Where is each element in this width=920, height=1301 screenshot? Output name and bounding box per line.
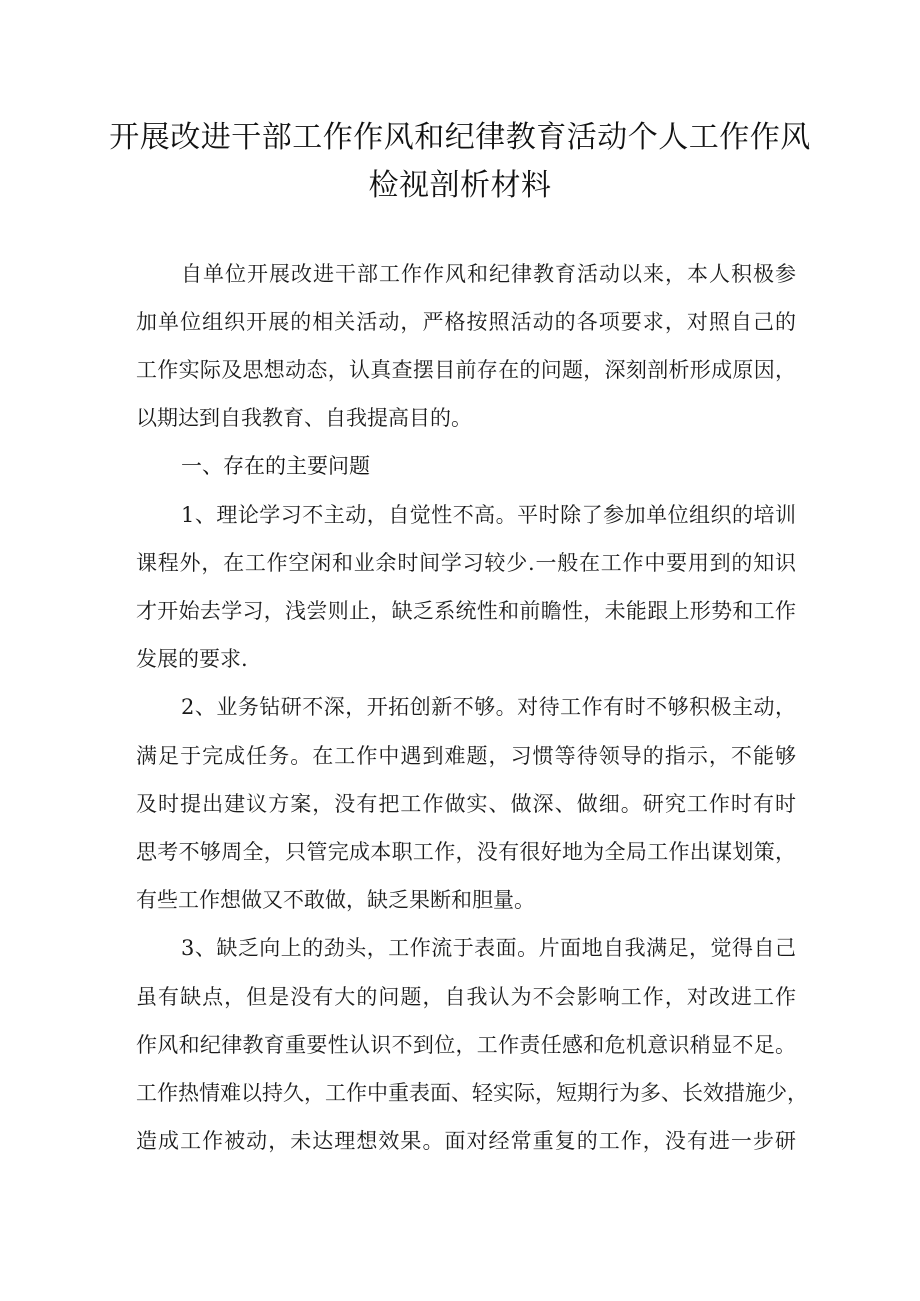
item1-paragraph-line: 才开始去学习，浅尝则止，缺乏系统性和前瞻性，未能跟上形势和工作 — [136, 599, 796, 623]
item3-paragraph-line: 作风和纪律教育重要性认识不到位，工作责任感和危机意识稍显不足。 — [136, 1033, 796, 1057]
intro-paragraph-line: 以期达到自我教育、自我提高目的。 — [136, 406, 472, 430]
item1-paragraph-line: 发展的要求. — [136, 647, 248, 671]
intro-paragraph-line: 自单位开展改进干部工作作风和纪律教育活动以来，本人积极参 — [181, 262, 796, 286]
item3-paragraph-line: 造成工作被动，未达理想效果。面对经常重复的工作，没有进一步研 — [136, 1129, 796, 1153]
item2-paragraph-line: 有些工作想做又不敢做，缺乏果断和胆量。 — [136, 888, 535, 912]
intro-paragraph-line: 工作实际及思想动态，认真查摆目前存在的问题，深刻剖析形成原因， — [136, 358, 796, 382]
item2-paragraph-line: 2、业务钻研不深，开拓创新不够。对待工作有时不够积极主动， — [181, 695, 796, 719]
item2-paragraph-line: 及时提出建议方案，没有把工作做实、做深、做细。研究工作时有时 — [136, 792, 796, 816]
section-heading: 一、存在的主要问题 — [181, 454, 370, 478]
item3-paragraph-line: 工作热情难以持久，工作中重表面、轻实际，短期行为多、长效措施少， — [136, 1081, 808, 1105]
item3-paragraph-line: 虽有缺点，但是没有大的问题，自我认为不会影响工作，对改进工作 — [136, 985, 796, 1009]
document-title-line-1: 开展改进干部工作作风和纪律教育活动个人工作作风 — [109, 120, 811, 155]
item2-paragraph-line: 满足于完成任务。在工作中遇到难题，习惯等待领导的指示，不能够 — [136, 744, 796, 768]
item2-paragraph-line: 思考不够周全，只管完成本职工作，没有很好地为全局工作出谋划策， — [136, 840, 796, 864]
item1-paragraph-line: 课程外，在工作空闲和业余时间学习较少.一般在工作中要用到的知识 — [136, 551, 796, 575]
document-title-line-2: 检视剖析材料 — [368, 168, 552, 203]
item3-paragraph-line: 3、缺乏向上的劲头，工作流于表面。片面地自我满足，觉得自己 — [181, 936, 796, 960]
item1-paragraph-line: 1、理论学习不主动，自觉性不高。平时除了参加单位组织的培训 — [181, 503, 796, 527]
intro-paragraph-line: 加单位组织开展的相关活动，严格按照活动的各项要求，对照自己的 — [136, 310, 796, 334]
